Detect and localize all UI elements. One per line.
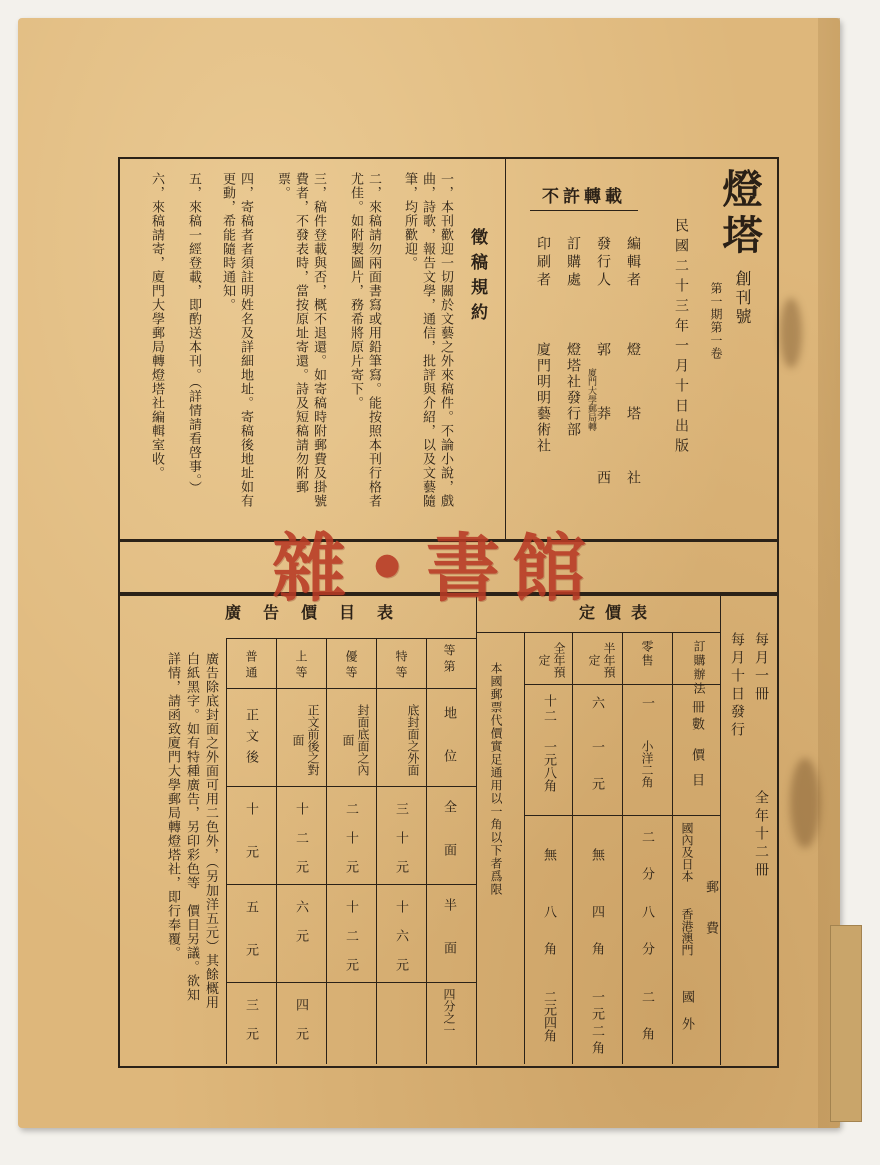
stamp-char: 書 [426,526,500,612]
rule [524,815,720,816]
postage-foreign: 國外 [679,990,694,1044]
release-day: 每月十日發行 [729,632,745,740]
issue-label: 創刊號 [733,270,752,327]
price-row-price: 一元八角 [541,740,556,792]
divider [524,632,525,1064]
volume-label: 第一期第一卷 [709,282,723,360]
header-order: 訂購辦法 [692,640,706,696]
ad-position: 正文後 [243,708,258,771]
price-note: 本國郵票代價實足通用以一角以下者爲限 [489,662,503,896]
rule [226,688,476,689]
credit-role: 訂購處 [565,236,581,290]
divider [276,638,277,1064]
postage-domestic: 國內及日本 [680,822,694,882]
page-tab [830,925,862,1122]
price-row-count: 十二 [541,694,556,724]
divider [572,632,573,1064]
price-row-type: 零售 [640,640,654,668]
submission-rule: 二，來稿請勿兩面書寫或用鉛筆寫。能按照本刊行格者尤佳。如附製圖片，務希將原片寄下。 [348,172,381,508]
price-table-title: 定價表 [578,603,657,622]
credit-name: 郭 莽 西 [595,342,611,502]
stamp-char: 館 [512,526,586,612]
ad-half: 十六元 [393,900,408,987]
divider [720,593,721,1065]
price-row-hk: 八分 [639,905,654,979]
submission-rule: 三，稿件登載與否，概不退還。如寄稿時附郵費及掛號費者，不發表時，當按原址寄還。詩及短稿請勿附郵票。 [275,172,326,508]
divider [476,593,477,1065]
divider [672,632,673,1064]
stamp-dot: ● [374,547,401,582]
ad-half: 五元 [243,900,258,986]
ad-header: 等第 [442,644,456,676]
price-row-type: 半年預定 [587,642,616,678]
annual-count: 全年十二冊 [753,790,769,880]
frequency: 每月一冊 [753,632,769,704]
divider [226,638,227,1064]
divider [326,638,327,1064]
stamp-char: 雜 [272,526,346,612]
price-row-hk: 八角 [541,905,556,979]
magazine-title: 燈塔 [716,168,763,260]
credit-name: 燈塔社發行部 [565,342,581,438]
divider [622,632,623,1064]
price-row-hk: 四角 [589,905,604,979]
ad-half: 十二元 [343,900,358,987]
ad-full: 十二元 [293,802,308,889]
stain [790,758,820,848]
ad-note: 廣告除底封面之外面可用二色外，（另加洋五元）其餘概用白紙黑字。如有特種廣告，另印彩色等 價目另議。欲知詳情，請函致廈門大學郵局轉燈塔社，即行奉覆。 [165,652,218,1010]
price-row-type: 全年預定 [537,642,566,678]
copyright-notice: 不許轉載 [542,187,626,207]
header-price: 價目 [689,748,704,798]
price-row-domestic: 無 [541,848,556,863]
credit-role: 編輯者 [625,236,641,290]
ad-full: 十元 [243,802,258,888]
price-row-foreign: 一元二角 [589,990,604,1058]
ad-header: 半面 [441,898,456,984]
submission-title: 徵稿規約 [467,228,487,328]
header-count: 冊數 [689,700,704,734]
ad-full: 三十元 [393,802,408,889]
stain [780,298,802,368]
submission-rule: 一，本刊歡迎一切關於文藝之外來稿件。不論小說，戲曲，詩歌，報告文學，通信，批評與介紹，以及文藝隨筆，均所歡迎。 [402,172,453,508]
publish-date: 民國二十三年一月十日出版 [673,218,689,458]
ad-position: 正文前後之對面 [291,704,320,776]
submission-rule: 五，來稿一經登載，即酌送本刊。（詳情請看啓事。） [186,172,201,495]
rule [226,638,476,639]
price-row-foreign: 二元四角 [541,990,556,1042]
ad-header: 地位 [441,706,456,792]
ad-grade: 特等 [394,650,408,682]
ad-table-title: 廣告價目表 [224,603,415,622]
price-row-foreign: 二角 [639,990,654,1064]
credit-name: 廈門明明藝術社 [535,342,551,454]
price-row-price: 一元 [589,740,604,814]
ad-header: 四分之一 [442,988,456,1036]
divider [505,158,506,540]
underline [530,210,638,211]
header-postage: 郵費 [703,880,718,962]
submission-rule: 四，寄稿者者須註明姓名及詳細地址。寄稿後地址如有更動，希能隨時通知。 [220,172,253,508]
price-row-domestic: 二分 [639,830,654,904]
ad-header: 全面 [441,800,456,886]
postage-hk: 香港澳門 [680,908,694,956]
ad-half: 六元 [293,900,308,958]
ad-grade: 普通 [244,650,258,682]
ad-quarter: 三元 [243,998,258,1056]
ad-position: 底封面之外面 [406,704,420,776]
credit-note: 廈門大學郵局轉 [586,368,596,431]
rule [226,786,476,787]
divider [376,638,377,1064]
rule [476,632,720,633]
price-row-price: 小洋二角 [640,740,654,788]
ad-grade: 優等 [344,650,358,682]
price-row-count: 一 [639,696,654,711]
ad-quarter: 四元 [293,998,308,1056]
ad-full: 二十元 [343,802,358,889]
credit-role: 發行人 [595,236,611,290]
price-row-domestic: 無 [589,848,604,863]
credit-name: 燈 塔 社 [625,342,641,502]
ad-position: 封面底面之內面 [341,704,370,776]
price-row-count: 六 [589,696,604,711]
credit-role: 印刷者 [535,236,551,290]
divider [426,638,427,1064]
ad-grade: 上等 [294,650,308,682]
submission-rule: 六，來稿請寄，廈門大學郵局轉燈塔社編輯室收。 [149,172,164,480]
